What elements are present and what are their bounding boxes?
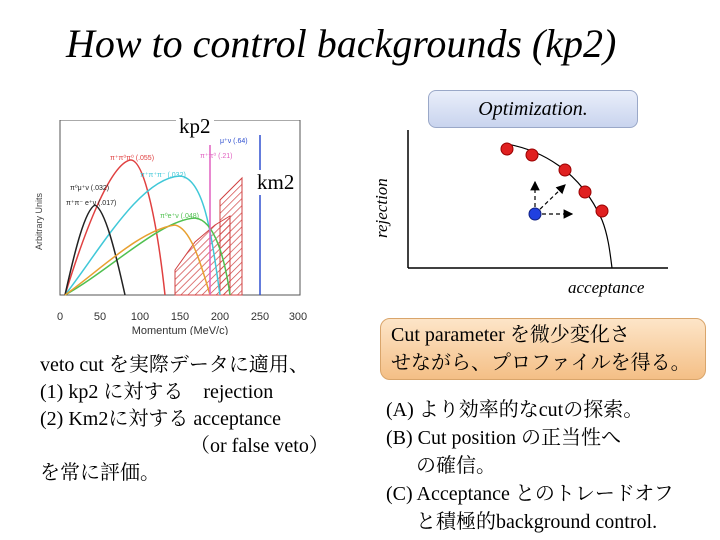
annotation-3: π⁺π⁰ (.21) [200,153,233,160]
profile-point [501,143,513,155]
annotation-1: π⁺π⁰π⁰ (.055) [110,155,155,162]
left-text-block [40,352,329,487]
km2-label: km2 [254,170,297,195]
profile-curve [507,144,612,268]
left-text-line: (1) kp2 に対する rejection [40,381,274,403]
annotation-4: μ⁺ν (.64) [220,138,248,145]
annotation-5: π⁰e⁺ν (.048) [160,213,199,220]
left-text-line: (2) Km2に対する acceptance [40,408,282,430]
slide-title: How to control backgrounds (kp2) [66,21,617,66]
current-point [529,208,541,220]
rejection-axis-label: rejection [372,178,391,238]
list-item-c-cont: と積極的background control. [416,511,658,533]
curve-black [65,205,125,295]
optimization-diagram [380,130,670,275]
annotation-7: π⁺π⁻ e⁺ν (.017) [66,200,117,207]
list-item-b: (B) Cut position の正当性へ [386,427,622,449]
profile-point [579,186,591,198]
profile-point [526,149,538,161]
right-list [386,396,674,536]
left-text-line: veto cut を実際データに適用、 [40,354,309,376]
plot-xlabel: Momentum (MeV/c) [131,325,229,335]
left-text-line: （or false veto） [190,435,329,457]
cut-box-line: Cut parameter を微少変化さ [391,324,630,346]
x-tick-1: 50 [93,311,107,323]
plot-ylabel: Arbitrary Units [34,192,44,250]
x-tick-2: 100 [130,311,150,323]
kp2-label: kp2 [176,114,214,139]
x-tick-0: 0 [56,311,64,323]
optimization-title-box: Optimization. [428,90,638,128]
list-item-a: (A) より効率的なcutの探索。 [386,399,644,421]
x-tick-3: 150 [170,311,190,323]
acceptance-axis-label: acceptance [568,278,645,297]
list-item-c: (C) Acceptance とのトレードオフ [386,483,674,505]
x-tick-4: 200 [210,311,230,323]
cut-box-line: せながら、プロファイルを得る。 [391,352,691,374]
momentum-spectrum-plot [30,120,310,335]
x-tick-6: 300 [288,311,308,323]
profile-point [559,164,571,176]
list-item-b-cont: の確信。 [416,455,496,477]
hatched-region-2 [220,178,242,295]
x-tick-5: 250 [250,311,270,323]
annotation-6: π⁰μ⁺ν (.032) [70,185,110,192]
profile-point [596,205,608,217]
left-text-line: を常に評価。 [40,462,160,484]
annotation-2: π⁺π⁺π⁻ (.032) [140,172,186,179]
cut-parameter-box [380,318,706,380]
